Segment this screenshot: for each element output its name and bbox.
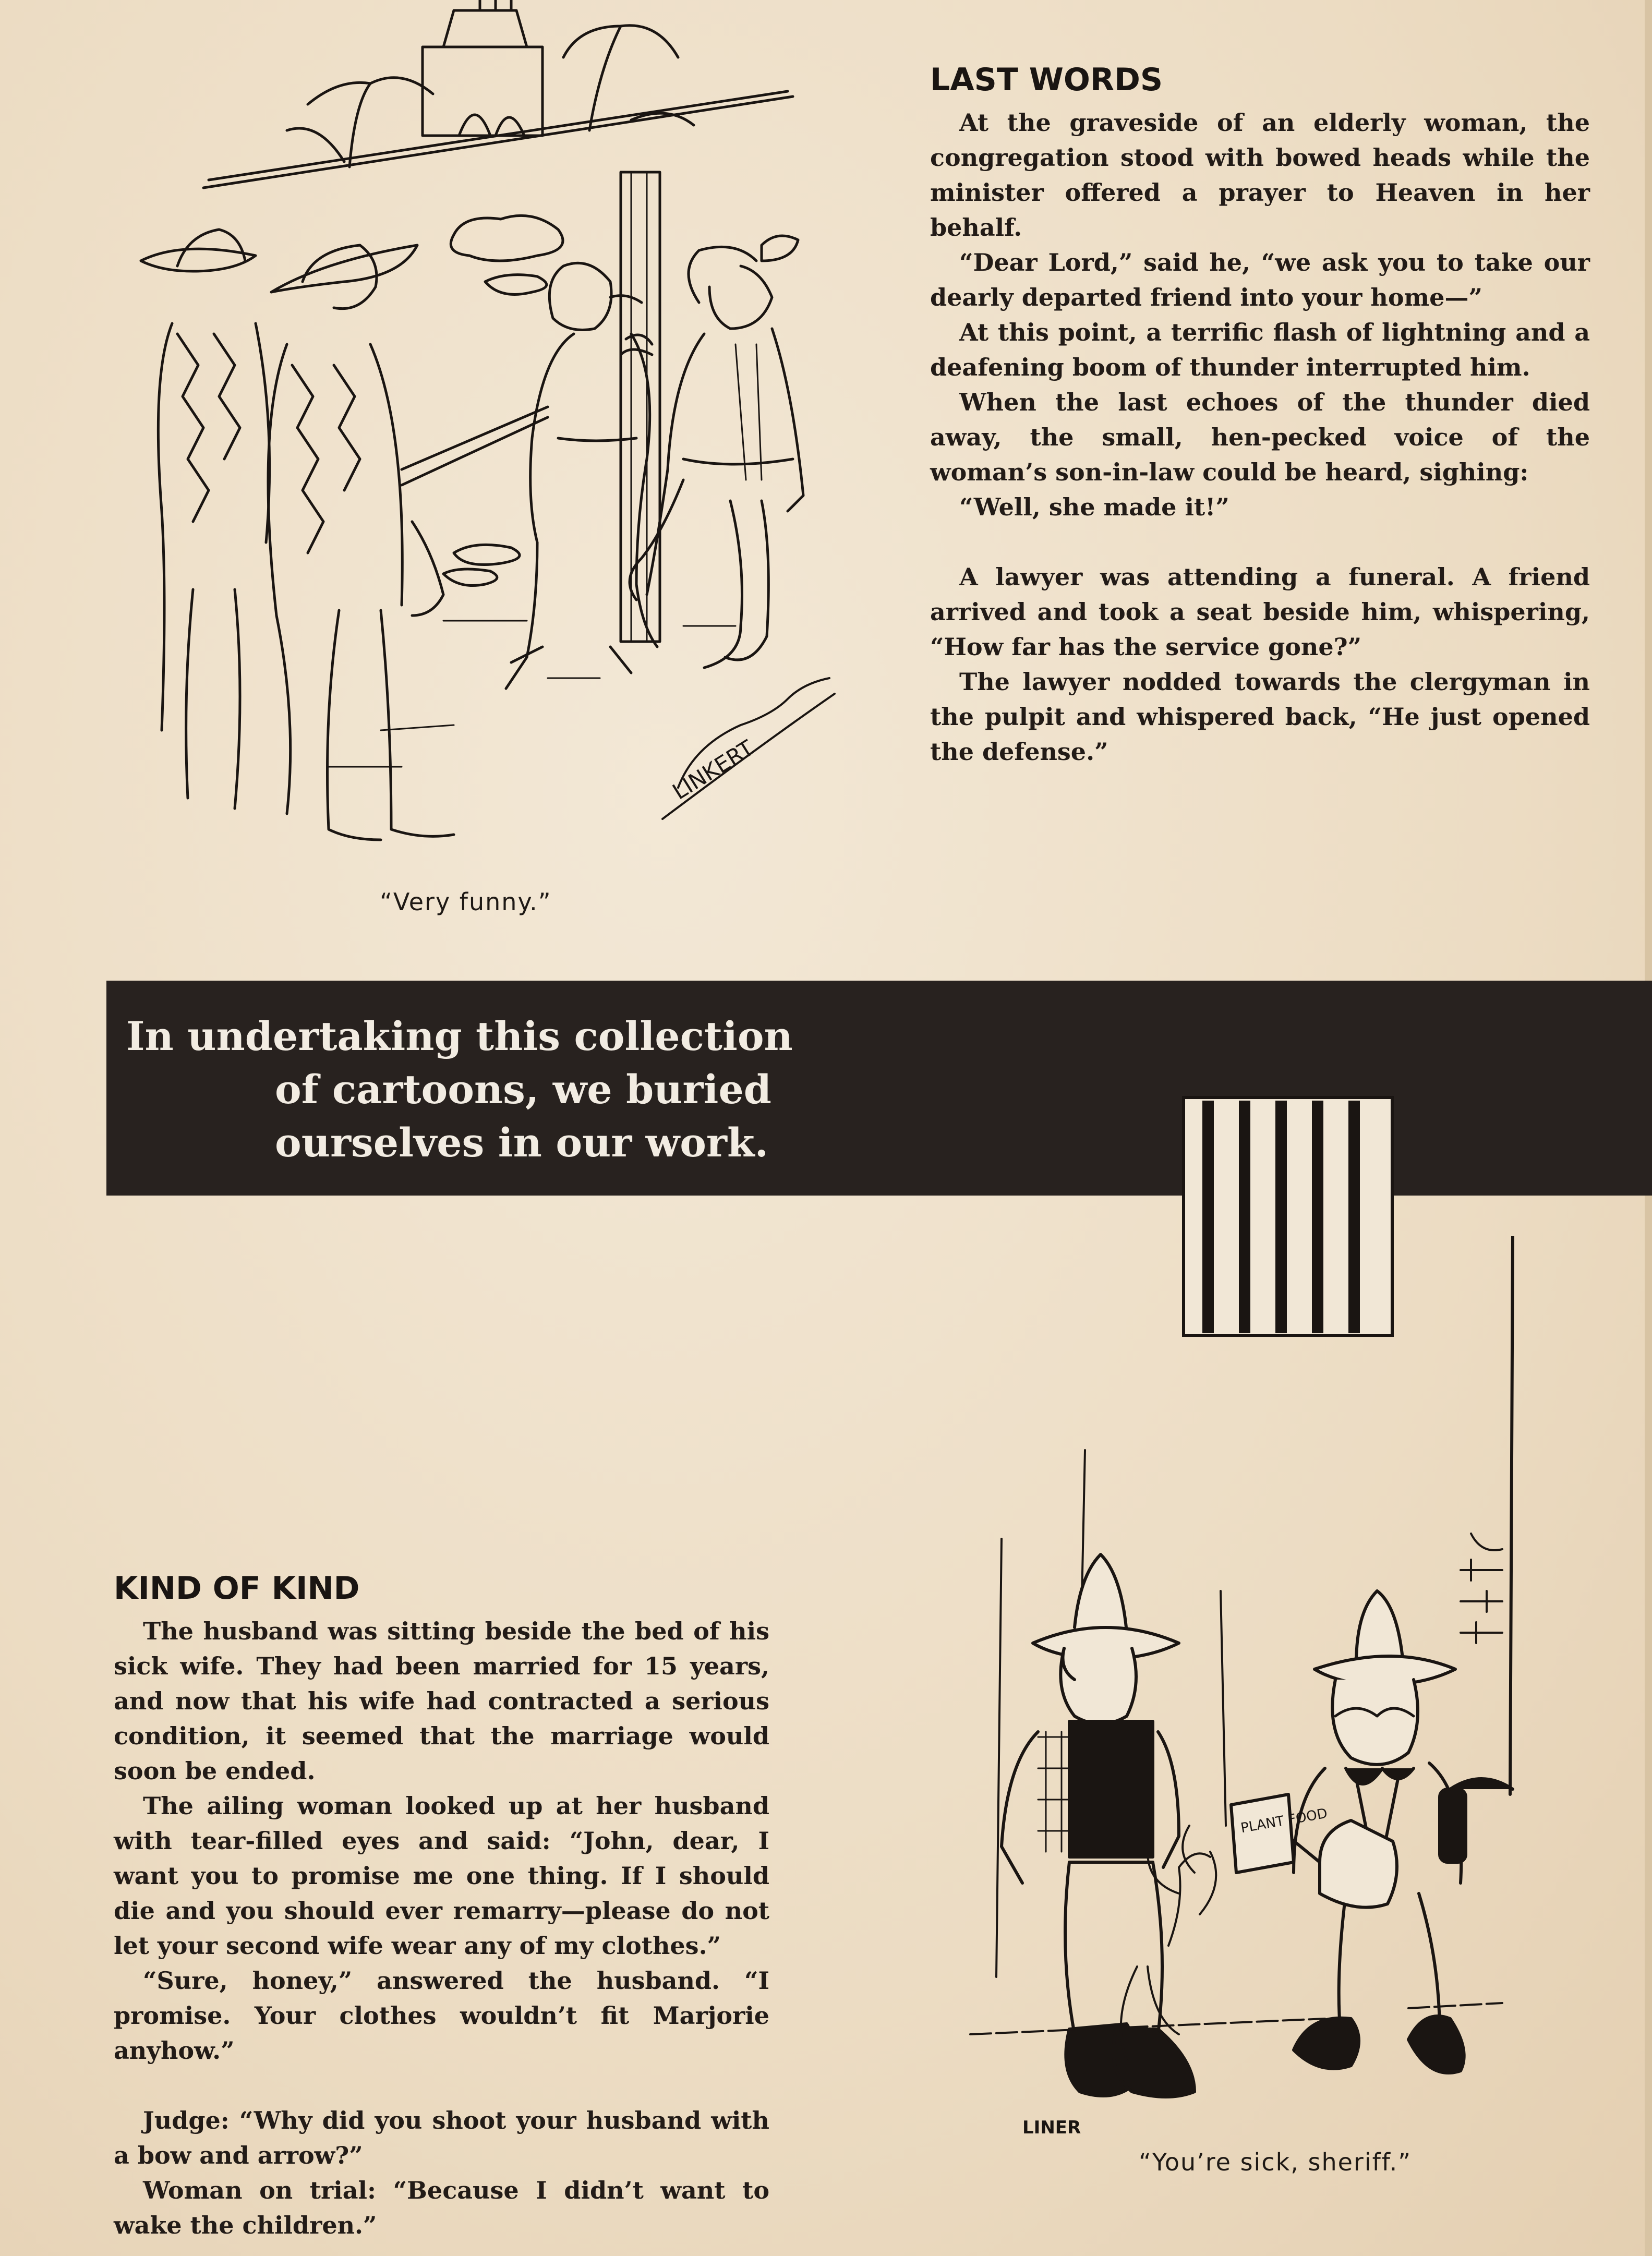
prisoner — [506, 263, 657, 689]
soldier-right-with-rifle — [268, 245, 548, 840]
kind-of-kind-article — [114, 1570, 769, 2243]
article-paragraph: The ailing woman looked up at her husband with tear-filled eyes and said: “John, dear, I want you to promise me one thing. If I should die and you should ever remarry—please do not let your second wife wear any of my clothes.” — [114, 1792, 769, 1960]
article-title: LAST WORDS — [930, 62, 1163, 98]
plant-food-sign — [1231, 1794, 1294, 1873]
sheriff-cartoon — [960, 1236, 1575, 2133]
article-paragraph: The lawyer nodded towards the clergyman in the pulpit and whispered back, “He just opened the defense.” — [930, 668, 1590, 766]
banner-line-3: ourselves in our work. — [275, 1119, 769, 1166]
article-paragraph: At this point, a terrific flash of lightning and a deafening boom of thunder interrupted him. — [930, 318, 1590, 381]
firing-squad-cartoon — [130, 0, 861, 866]
plant-food-sign-text: PLANT FOOD — [1239, 1805, 1329, 1837]
sheriff-caption: “You’re sick, sheriff.” — [1139, 2148, 1412, 2176]
article-paragraph: A lawyer was attending a funeral. A friend arrived and took a seat beside him, whispering, “How far has the service gone?” — [930, 563, 1590, 661]
sheriff-signature-text: LINER — [1022, 2117, 1081, 2133]
last-words-article — [930, 62, 1590, 769]
article-paragraph: “Well, she made it!” — [959, 493, 1229, 521]
firing-squad-caption: “Very funny.” — [380, 888, 552, 916]
signature-text: LINKERT — [668, 735, 758, 805]
article-paragraph: “Sure, honey,” answered the husband. “I promise. Your clothes wouldn’t fit Marjorie anyhow.” — [114, 1967, 769, 2065]
article-title: KIND OF KIND — [114, 1570, 360, 1607]
sheriff-figure — [1294, 1591, 1513, 2073]
banner-line-2: of cartoons, we buried — [275, 1066, 771, 1113]
article-paragraph: Woman on trial: “Because I didn’t want to wake the children.” — [114, 2176, 769, 2239]
article-paragraph: When the last echoes of the thunder died away, the small, hen-pecked voice of the woman’s son-in-law could be heard, sighing: — [930, 388, 1590, 486]
deputy-figure — [1002, 1554, 1195, 2097]
article-paragraph: Judge: “Why did you shoot your husband with a bow and arrow?” — [114, 2106, 769, 2169]
article-paragraph: “Dear Lord,” said he, “we ask you to take our dearly departed friend into your home—” — [930, 248, 1590, 311]
soldier-left — [141, 230, 270, 809]
banner-line-1: In undertaking this collection — [126, 1013, 793, 1059]
article-paragraph: The husband was sitting beside the bed of his sick wife. They had been married for 15 years, and now that his wife had contracted a serious condition, it seemed that the marriage would soon be ended. — [114, 1617, 769, 1785]
article-paragraph: At the graveside of an elderly woman, the congregation stood with bowed heads while the minister offered a prayer to Heaven in her behalf. — [930, 108, 1590, 242]
building-drawing — [203, 0, 793, 188]
